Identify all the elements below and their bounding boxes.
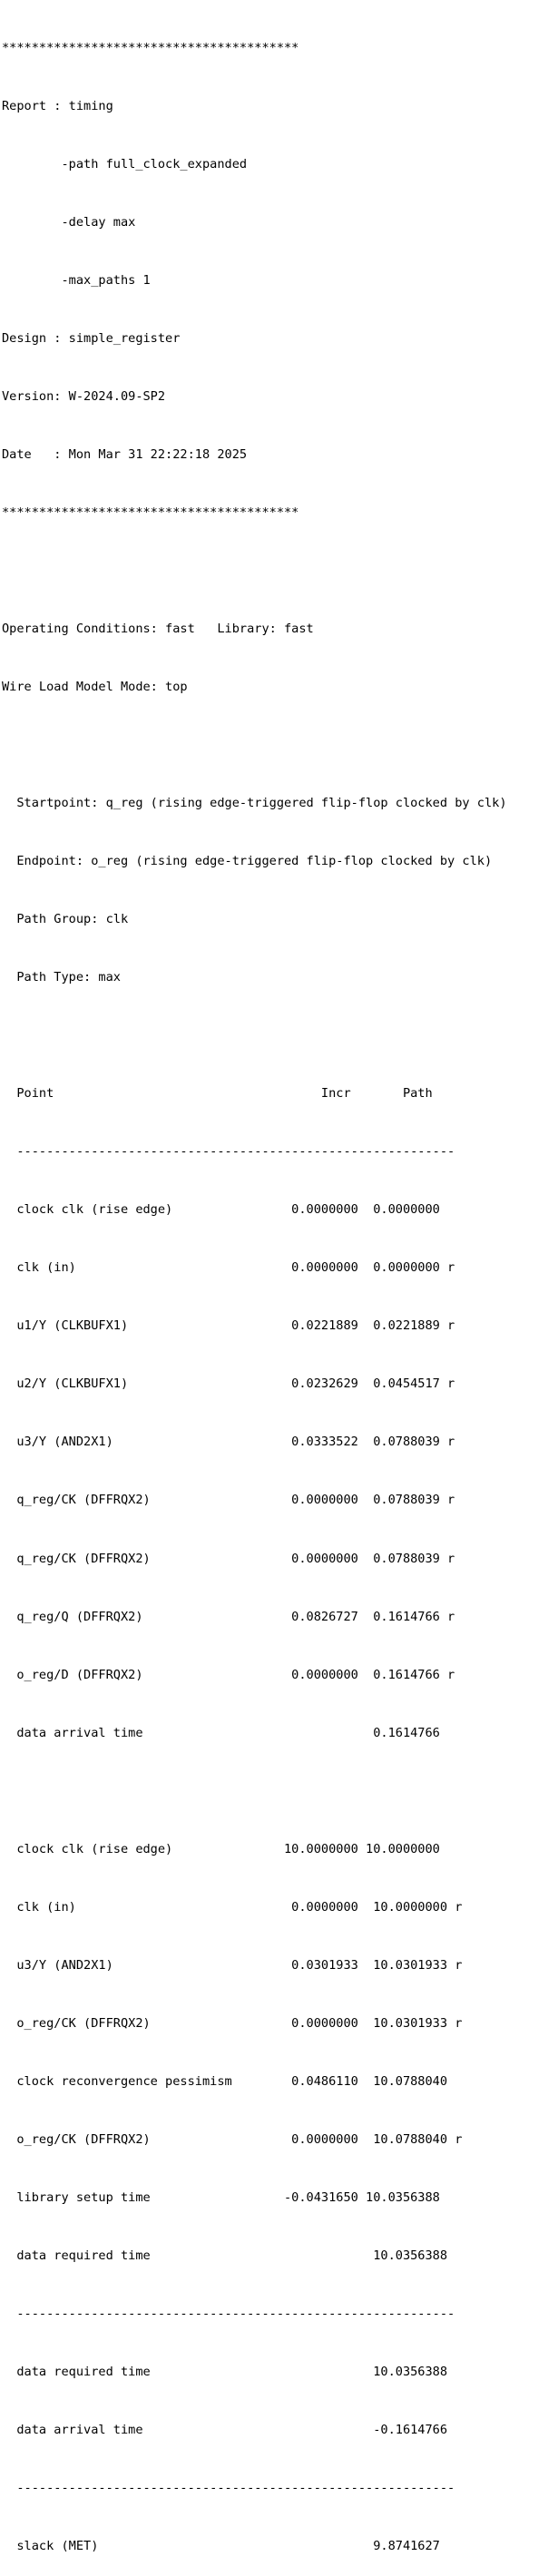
- report-line: Report : timing: [2, 98, 113, 113]
- report-line: ****************************************: [2, 504, 299, 520]
- report-line: slack (MET) 9.8741627: [2, 2539, 440, 2554]
- report-line: Date : Mon Mar 31 22:22:18 2025: [2, 446, 248, 462]
- report-line: Path Type: max: [2, 970, 121, 985]
- report-line: data arrival time 0.1614766: [2, 1725, 440, 1740]
- report-line: Design : simple_register: [2, 330, 181, 346]
- report-line: clock clk (rise edge) 10.0000000 10.0000000: [2, 1841, 440, 1856]
- report-line: u2/Y (CLKBUFX1) 0.0232629 0.0454517 r: [2, 1376, 455, 1392]
- report-line: -----------------------------------------------------------: [2, 1144, 455, 1160]
- report-line: ****************************************: [2, 40, 299, 55]
- report-line: -path full_clock_expanded: [2, 156, 248, 171]
- report-line: o_reg/CK (DFFRQX2) 0.0000000 10.0788040 r: [2, 2131, 463, 2147]
- report-line: u3/Y (AND2X1) 0.0333522 0.0788039 r: [2, 1435, 455, 1450]
- report-line: q_reg/Q (DFFRQX2) 0.0826727 0.1614766 r: [2, 1609, 455, 1624]
- report-line: Wire Load Model Mode: top: [2, 680, 188, 695]
- report-line: -----------------------------------------------------------: [2, 2306, 455, 2321]
- report-line: o_reg/D (DFFRQX2) 0.0000000 0.1614766 r: [2, 1667, 455, 1682]
- report-line: data required time 10.0356388: [2, 2248, 448, 2263]
- report-line: library setup time -0.0431650 10.0356388: [2, 2189, 440, 2205]
- report-line: data required time 10.0356388: [2, 2364, 448, 2379]
- report-line: Operating Conditions: fast Library: fast: [2, 622, 314, 636]
- report-line: -max_paths 1: [2, 272, 151, 288]
- report-line: Endpoint: o_reg (rising edge-triggered flip-flop clocked by clk): [2, 854, 493, 869]
- report-line: Path Group: clk: [2, 912, 129, 927]
- report-line: u1/Y (CLKBUFX1) 0.0221889 0.0221889 r: [2, 1318, 455, 1334]
- report-line: u3/Y (AND2X1) 0.0301933 10.0301933 r: [2, 1957, 463, 1973]
- report-line: Startpoint: q_reg (rising edge-triggered flip-flop clocked by clk): [2, 796, 507, 811]
- report-line: clock clk (rise edge) 0.0000000 0.0000000: [2, 1202, 440, 1218]
- report-line: -----------------------------------------------------------: [2, 2481, 455, 2495]
- report-line: Point Incr Path: [2, 1086, 433, 1102]
- report-line: [2, 1782, 507, 1801]
- report-line: data arrival time -0.1614766: [2, 2422, 448, 2437]
- report-line: clk (in) 0.0000000 0.0000000 r: [2, 1260, 455, 1276]
- timing-report: [2, 0, 507, 2576]
- report-line: [2, 1026, 507, 1045]
- report-line: q_reg/CK (DFFRQX2) 0.0000000 0.0788039 r: [2, 1493, 455, 1508]
- report-line: clk (in) 0.0000000 10.0000000 r: [2, 1899, 463, 1915]
- report-line: [2, 736, 507, 755]
- report-line: -delay max: [2, 214, 136, 230]
- report-line: clock reconvergence pessimism 0.0486110 10.0788040: [2, 2073, 448, 2089]
- report-line: o_reg/CK (DFFRQX2) 0.0000000 10.0301933 r: [2, 2015, 463, 2031]
- report-line: Version: W-2024.09-SP2: [2, 388, 166, 404]
- report-line: q_reg/CK (DFFRQX2) 0.0000000 0.0788039 r: [2, 1551, 455, 1566]
- report-line: [2, 562, 507, 581]
